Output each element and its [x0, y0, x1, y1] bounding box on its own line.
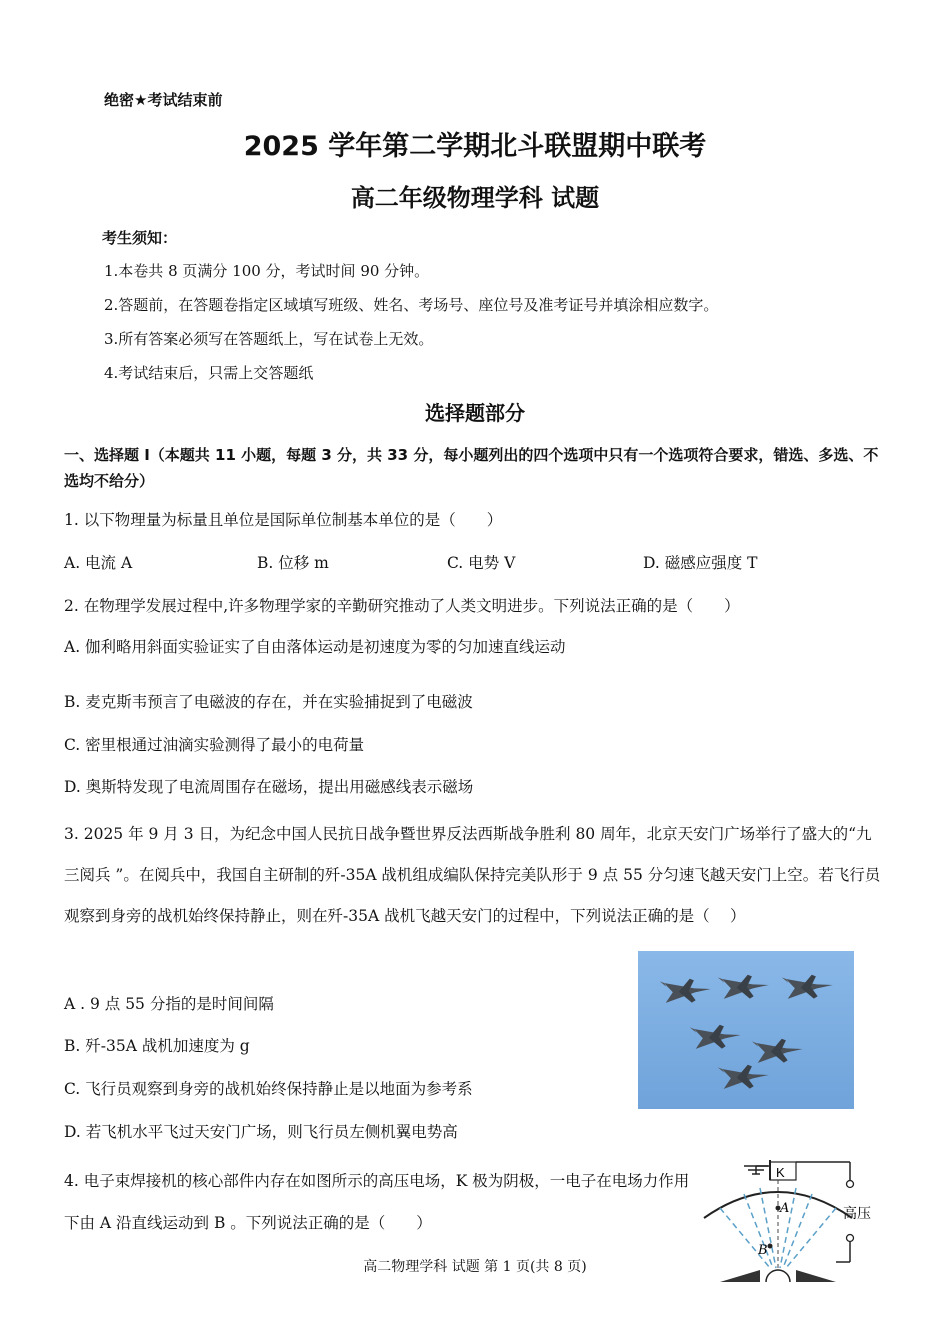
label-k: K: [776, 1165, 785, 1180]
question-1-stem: 1. 以下物理量为标量且单位是国际单位制基本单位的是（ ）: [64, 511, 503, 529]
question-3-option-b: B. 歼-35A 战机加速度为 g: [64, 1037, 250, 1055]
notice-item: 4.考试结束后，只需上交答题纸: [104, 364, 314, 382]
question-3-option-c: C. 飞行员观察到身旁的战机始终保持静止是以地面为参考系: [64, 1080, 473, 1098]
question-1-option-a: A. 电流 A: [64, 554, 133, 572]
secret-label: 绝密★考试结束前: [104, 91, 223, 109]
question-1-option-d: D. 磁感应强度 T: [643, 554, 758, 572]
section-title: 选择题部分: [425, 401, 525, 425]
question-2-option-d: D. 奥斯特发现了电流周围存在磁场，提出用磁感线表示磁场: [64, 778, 474, 796]
label-b: B: [758, 1243, 768, 1258]
question-1-option-c: C. 电势 V: [447, 554, 516, 572]
notice-item: 3.所有答案必须写在答题纸上，写在试卷上无效。: [104, 330, 434, 348]
ground-icon: [744, 1166, 768, 1174]
notice-item: 1.本卷共 8 页满分 100 分，考试时间 90 分钟。: [104, 262, 430, 280]
page-footer: 高二物理学科 试题 第 1 页(共 8 页): [363, 1259, 587, 1275]
question-3-option-d: D. 若飞机水平飞过天安门广场，则飞行员左侧机翼电势高: [64, 1123, 458, 1141]
part-heading: 一、选择题 Ⅰ（本题共 11 小题，每题 3 分，共 33 分，每小题列出的四个选项中只有一个选项符合要求，错选、多选、不选均不给分）: [64, 446, 879, 490]
question-4-stem: 4. 电子束焊接机的核心部件内存在如图所示的高压电场，K 极为阴极，一电子在电场力作用下由 A 沿直线运动到 B 。下列说法正确的是（ ）: [64, 1172, 690, 1232]
notice-item: 2.答题前，在答题卷指定区域填写班级、姓名、考场号、座位号及准考证号并填涂相应数字。: [104, 296, 719, 314]
fighter-jets-image: [638, 951, 854, 1109]
question-2-option-c: C. 密里根通过油滴实验测得了最小的电荷量: [64, 736, 365, 754]
notice-heading: 考生须知：: [102, 229, 178, 247]
question-3-stem: 3. 2025 年 9 月 3 日，为纪念中国人民抗日战争暨世界反法西斯战争胜利 80 周年，北京天安门广场举行了盛大的“九三阅兵 ”。在阅兵中，我国自主研制的歼-35A 战机组成编队保持完美队形于 9 点 55 分匀速飞越天安门上空。若飞行员观察到身旁的战机始终保持静止，则在歼-35A 战机飞越天安门的过程中，下列说法正确的是（ ）: [64, 825, 881, 925]
question-2-stem: 2. 在物理学发展过程中,许多物理学家的辛勤研究推动了人类文明进步。下列说法正确的是（ ）: [64, 597, 740, 615]
question-2-option-a: A. 伽利略用斜面实验证实了自由落体运动是初速度为零的匀加速直线运动: [64, 638, 566, 656]
label-high-voltage: 高压: [843, 1206, 871, 1222]
fighter-formation-photo: [638, 951, 854, 1109]
question-3-option-a: A . 9 点 55 分指的是时间间隔: [64, 995, 274, 1013]
question-2-option-b: B. 麦克斯韦预言了电磁波的存在，并在实验捕捉到了电磁波: [64, 693, 473, 711]
question-1-option-b: B. 位移 m: [257, 554, 329, 572]
exam-title: 2025 学年第二学期北斗联盟期中联考: [243, 131, 707, 162]
exam-subtitle: 高二年级物理学科 试题: [350, 184, 600, 212]
label-a: A: [780, 1201, 790, 1216]
